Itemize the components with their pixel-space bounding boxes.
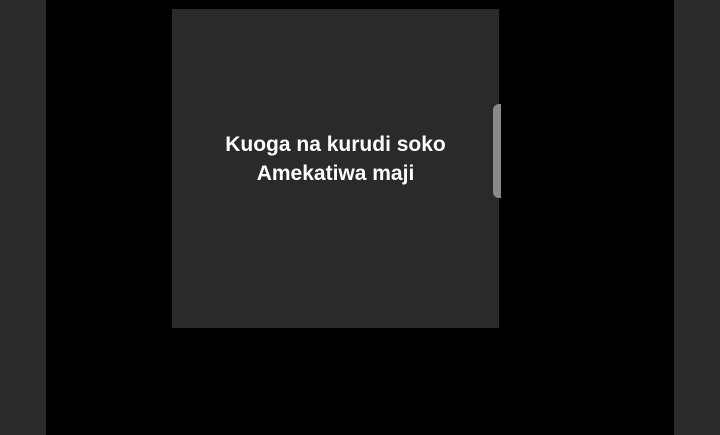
status-text bbox=[225, 130, 446, 188]
status-line-1: Kuoga na kurudi soko bbox=[225, 132, 446, 156]
status-card[interactable] bbox=[172, 9, 499, 328]
previous-page-panel[interactable] bbox=[0, 0, 46, 435]
next-page-panel[interactable] bbox=[674, 0, 720, 435]
edge-panel-handle[interactable] bbox=[493, 104, 501, 198]
status-line-2: Amekatiwa maji bbox=[256, 161, 415, 185]
